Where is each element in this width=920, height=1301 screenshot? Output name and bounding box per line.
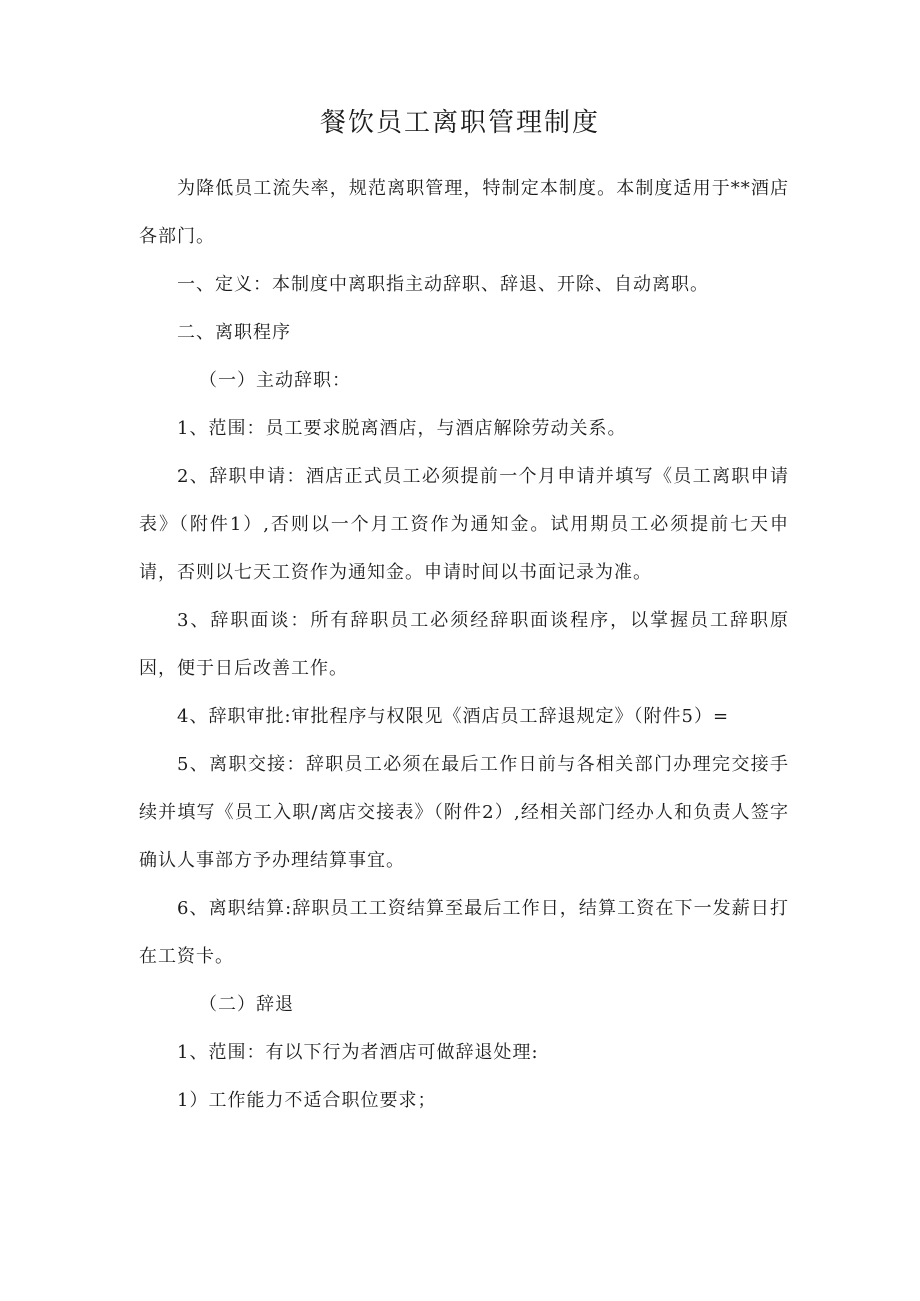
document-body bbox=[139, 165, 789, 1125]
document-title: 餐饮员工离职管理制度 bbox=[319, 108, 600, 138]
resignation-approval: 4、辞职审批:审批程序与权限见《酒店员工辞退规定》（附件5）= bbox=[177, 706, 730, 727]
subsection-heading-resignation: （一）主动辞职： bbox=[199, 370, 351, 391]
resignation-application: 2、辞职申请：酒店正式员工必须提前一个月申请并填写《员工离职申请表》（附件1）,否则以一个月工资作为通知金。试用期员工必须提前七天申请，否则以七天工资作为通知金。申请时间以书面记录为准。 bbox=[139, 466, 789, 583]
subsection-heading-dismissal: （二）辞退 bbox=[199, 994, 294, 1015]
dismissal-scope: 1、范围：有以下行为者酒店可做辞退处理: bbox=[177, 1042, 539, 1063]
resignation-interview: 3、辞职面谈：所有辞职员工必须经辞职面谈程序，以掌握员工辞职原因，便于日后改善工作。 bbox=[139, 610, 789, 679]
dismissal-item-1: 1）工作能力不适合职位要求； bbox=[177, 1090, 437, 1111]
resignation-settlement: 6、离职结算:辞职员工工资结算至最后工作日，结算工资在下一发薪日打在工资卡。 bbox=[139, 898, 789, 967]
definition-paragraph: 一、定义：本制度中离职指主动辞职、辞退、开除、自动离职。 bbox=[177, 274, 709, 295]
resignation-handover: 5、离职交接：辞职员工必须在最后工作日前与各相关部门办理完交接手续并填写《员工入职/离店交接表》（附件2）,经相关部门经办人和负责人签字确认人事部方予办理结算事宜。 bbox=[139, 754, 789, 871]
section-heading-procedure: 二、离职程序 bbox=[177, 322, 291, 343]
intro-paragraph: 为降低员工流失率，规范离职管理，特制定本制度。本制度适用于**酒店各部门。 bbox=[139, 178, 789, 247]
resignation-scope: 1、范围：员工要求脱离酒店，与酒店解除劳动关系。 bbox=[177, 418, 627, 439]
